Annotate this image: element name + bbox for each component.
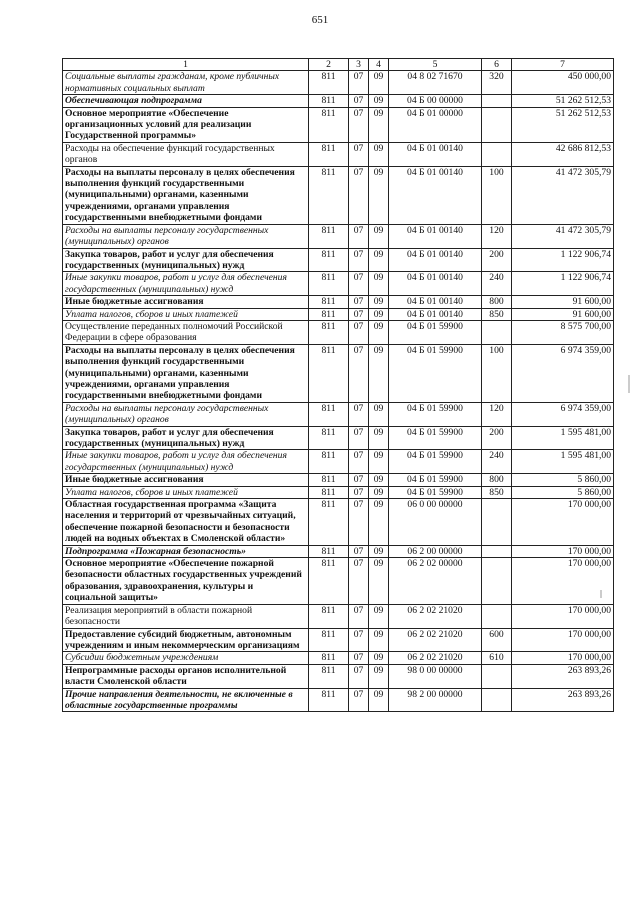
row-ved-cell: 811	[309, 166, 349, 224]
row-pr-cell: 09	[369, 402, 389, 426]
row-ved-cell: 811	[309, 224, 349, 248]
row-vr-cell	[482, 688, 512, 712]
row-ved-cell: 811	[309, 652, 349, 664]
row-name-cell: Обеспечивающая подпрограмма	[63, 95, 309, 107]
row-vr-cell	[482, 545, 512, 557]
row-ved-cell: 811	[309, 450, 349, 474]
row-ved-cell: 811	[309, 344, 349, 402]
header-col-7: 7	[512, 59, 614, 71]
row-name-cell: Расходы на выплаты персоналу в целях обеспечения выполнения функций государственными (муниципальными) органами, казенными учреждениями, органами управления государственными внебюджетными фондами	[63, 166, 309, 224]
row-name-cell: Основное мероприятие «Обеспечение организационных условий для реализации Государственной программы»	[63, 107, 309, 142]
row-pr-cell: 09	[369, 664, 389, 688]
row-csr-cell: 06 2 02 21020	[389, 652, 482, 664]
row-vr-cell: 320	[482, 71, 512, 95]
table-row	[63, 652, 614, 664]
row-vr-cell	[482, 558, 512, 605]
row-pr-cell: 09	[369, 224, 389, 248]
row-sum-cell: 170 000,00	[512, 558, 614, 605]
budget-table-body	[63, 71, 614, 712]
budget-table	[62, 58, 614, 712]
row-rz-cell: 07	[349, 628, 369, 652]
row-name-cell: Основное мероприятие «Обеспечение пожарной безопасности областных государственных учреждений образования, здравоохранения, культуры и социальной защиты»	[63, 558, 309, 605]
row-sum-cell: 170 000,00	[512, 628, 614, 652]
row-rz-cell: 07	[349, 71, 369, 95]
row-csr-cell: 04 Б 01 59900	[389, 426, 482, 450]
row-vr-cell: 100	[482, 344, 512, 402]
header-col-4: 4	[369, 59, 389, 71]
table-row	[63, 224, 614, 248]
row-ved-cell: 811	[309, 248, 349, 272]
table-row	[63, 474, 614, 486]
scan-mark	[628, 375, 630, 393]
row-vr-cell	[482, 499, 512, 546]
table-row	[63, 402, 614, 426]
row-ved-cell: 811	[309, 474, 349, 486]
row-sum-cell: 263 893,26	[512, 688, 614, 712]
row-name-cell: Непрограммные расходы органов исполнительной власти Смоленской области	[63, 664, 309, 688]
row-ved-cell: 811	[309, 545, 349, 557]
row-vr-cell	[482, 664, 512, 688]
row-name-cell: Уплата налогов, сборов и иных платежей	[63, 308, 309, 320]
row-vr-cell: 600	[482, 628, 512, 652]
row-csr-cell: 06 2 02 21020	[389, 628, 482, 652]
row-sum-cell: 1 122 906,74	[512, 272, 614, 296]
row-csr-cell: 04 Б 01 59900	[389, 474, 482, 486]
row-rz-cell: 07	[349, 450, 369, 474]
row-ved-cell: 811	[309, 296, 349, 308]
table-row	[63, 688, 614, 712]
row-csr-cell: 04 Б 00 00000	[389, 95, 482, 107]
row-csr-cell: 06 2 02 00000	[389, 558, 482, 605]
row-name-cell: Субсидии бюджетным учреждениям	[63, 652, 309, 664]
row-rz-cell: 07	[349, 426, 369, 450]
row-pr-cell: 09	[369, 486, 389, 498]
row-ved-cell: 811	[309, 142, 349, 166]
row-pr-cell: 09	[369, 296, 389, 308]
header-col-3: 3	[349, 59, 369, 71]
row-rz-cell: 07	[349, 545, 369, 557]
table-row	[63, 248, 614, 272]
row-pr-cell: 09	[369, 95, 389, 107]
row-vr-cell	[482, 107, 512, 142]
row-csr-cell: 98 2 00 00000	[389, 688, 482, 712]
row-csr-cell: 04 Б 01 00000	[389, 107, 482, 142]
table-row	[63, 107, 614, 142]
row-sum-cell: 1 595 481,00	[512, 450, 614, 474]
row-name-cell: Расходы на выплаты персоналу государственных (муниципальных) органов	[63, 402, 309, 426]
row-pr-cell: 09	[369, 628, 389, 652]
row-vr-cell	[482, 604, 512, 628]
table-row	[63, 296, 614, 308]
table-row	[63, 426, 614, 450]
row-csr-cell: 04 Б 01 00140	[389, 308, 482, 320]
row-pr-cell: 09	[369, 107, 389, 142]
row-pr-cell: 09	[369, 166, 389, 224]
row-sum-cell: 91 600,00	[512, 308, 614, 320]
row-csr-cell: 04 Б 01 00140	[389, 296, 482, 308]
row-ved-cell: 811	[309, 499, 349, 546]
row-rz-cell: 07	[349, 402, 369, 426]
row-ved-cell: 811	[309, 320, 349, 344]
row-vr-cell: 120	[482, 224, 512, 248]
row-pr-cell: 09	[369, 604, 389, 628]
row-csr-cell: 98 0 00 00000	[389, 664, 482, 688]
row-vr-cell: 100	[482, 166, 512, 224]
row-csr-cell: 04 8 02 71670	[389, 71, 482, 95]
row-vr-cell	[482, 320, 512, 344]
table-row	[63, 499, 614, 546]
row-rz-cell: 07	[349, 664, 369, 688]
row-vr-cell: 850	[482, 486, 512, 498]
row-vr-cell: 800	[482, 296, 512, 308]
row-sum-cell: 8 575 700,00	[512, 320, 614, 344]
row-name-cell: Уплата налогов, сборов и иных платежей	[63, 486, 309, 498]
row-rz-cell: 07	[349, 688, 369, 712]
row-csr-cell: 04 Б 01 00140	[389, 248, 482, 272]
row-sum-cell: 263 893,26	[512, 664, 614, 688]
row-csr-cell: 04 Б 01 00140	[389, 166, 482, 224]
row-vr-cell: 800	[482, 474, 512, 486]
row-vr-cell	[482, 142, 512, 166]
row-rz-cell: 07	[349, 166, 369, 224]
row-pr-cell: 09	[369, 545, 389, 557]
row-name-cell: Иные закупки товаров, работ и услуг для обеспечения государственных (муниципальных) нужд	[63, 272, 309, 296]
row-name-cell: Реализация мероприятий в области пожарной безопасности	[63, 604, 309, 628]
row-ved-cell: 811	[309, 628, 349, 652]
row-ved-cell: 811	[309, 107, 349, 142]
row-csr-cell: 04 Б 01 59900	[389, 450, 482, 474]
table-row	[63, 628, 614, 652]
row-csr-cell: 04 Б 01 59900	[389, 320, 482, 344]
row-ved-cell: 811	[309, 71, 349, 95]
row-rz-cell: 07	[349, 474, 369, 486]
row-name-cell: Прочие направления деятельности, не включенные в областные государственные программы	[63, 688, 309, 712]
row-rz-cell: 07	[349, 224, 369, 248]
row-sum-cell: 51 262 512,53	[512, 107, 614, 142]
row-sum-cell: 170 000,00	[512, 604, 614, 628]
row-rz-cell: 07	[349, 558, 369, 605]
row-pr-cell: 09	[369, 474, 389, 486]
row-name-cell: Закупка товаров, работ и услуг для обеспечения государственных (муниципальных) нужд	[63, 248, 309, 272]
row-ved-cell: 811	[309, 688, 349, 712]
row-rz-cell: 07	[349, 486, 369, 498]
row-name-cell: Закупка товаров, работ и услуг для обеспечения государственных (муниципальных) нужд	[63, 426, 309, 450]
table-row	[63, 486, 614, 498]
row-csr-cell: 06 2 02 21020	[389, 604, 482, 628]
row-name-cell: Осуществление переданных полномочий Российской Федерации в сфере образования	[63, 320, 309, 344]
row-rz-cell: 07	[349, 652, 369, 664]
row-pr-cell: 09	[369, 248, 389, 272]
row-name-cell: Иные бюджетные ассигнования	[63, 474, 309, 486]
row-csr-cell: 04 Б 01 59900	[389, 344, 482, 402]
row-name-cell: Подпрограмма «Пожарная безопасность»	[63, 545, 309, 557]
header-col-1: 1	[63, 59, 309, 71]
row-pr-cell: 09	[369, 142, 389, 166]
row-pr-cell: 09	[369, 272, 389, 296]
row-pr-cell: 09	[369, 652, 389, 664]
table-row	[63, 272, 614, 296]
row-vr-cell: 610	[482, 652, 512, 664]
row-sum-cell: 5 860,00	[512, 474, 614, 486]
row-sum-cell: 170 000,00	[512, 499, 614, 546]
row-csr-cell: 04 Б 01 59900	[389, 486, 482, 498]
row-csr-cell: 04 Б 01 00140	[389, 142, 482, 166]
row-sum-cell: 1 122 906,74	[512, 248, 614, 272]
row-name-cell: Расходы на выплаты персоналу в целях обеспечения выполнения функций государственными (муниципальными) органами, казенными учреждениями, органами управления государственными внебюджетными фондами	[63, 344, 309, 402]
row-rz-cell: 07	[349, 499, 369, 546]
row-ved-cell: 811	[309, 486, 349, 498]
row-sum-cell: 42 686 812,53	[512, 142, 614, 166]
table-row	[63, 545, 614, 557]
row-pr-cell: 09	[369, 426, 389, 450]
row-pr-cell: 09	[369, 688, 389, 712]
table-row	[63, 664, 614, 688]
row-pr-cell: 09	[369, 499, 389, 546]
row-vr-cell: 200	[482, 248, 512, 272]
row-rz-cell: 07	[349, 344, 369, 402]
table-row	[63, 166, 614, 224]
table-row	[63, 604, 614, 628]
table-row	[63, 95, 614, 107]
row-rz-cell: 07	[349, 272, 369, 296]
table-row	[63, 320, 614, 344]
row-pr-cell: 09	[369, 558, 389, 605]
row-rz-cell: 07	[349, 95, 369, 107]
row-rz-cell: 07	[349, 107, 369, 142]
row-rz-cell: 07	[349, 248, 369, 272]
row-name-cell: Социальные выплаты гражданам, кроме публичных нормативных социальных выплат	[63, 71, 309, 95]
row-pr-cell: 09	[369, 344, 389, 402]
row-ved-cell: 811	[309, 272, 349, 296]
row-vr-cell: 240	[482, 450, 512, 474]
table-row	[63, 308, 614, 320]
row-vr-cell: 240	[482, 272, 512, 296]
row-rz-cell: 07	[349, 308, 369, 320]
row-ved-cell: 811	[309, 558, 349, 605]
row-name-cell: Предоставление субсидий бюджетным, автономным учреждениям и иным некоммерческим организациям	[63, 628, 309, 652]
row-csr-cell: 04 Б 01 00140	[389, 224, 482, 248]
table-header-row	[63, 59, 614, 71]
row-name-cell: Расходы на выплаты персоналу государственных (муниципальных) органов	[63, 224, 309, 248]
row-name-cell: Расходы на обеспечение функций государственных органов	[63, 142, 309, 166]
row-sum-cell: 170 000,00	[512, 545, 614, 557]
row-name-cell: Иные закупки товаров, работ и услуг для обеспечения государственных (муниципальных) нужд	[63, 450, 309, 474]
row-ved-cell: 811	[309, 664, 349, 688]
row-vr-cell: 120	[482, 402, 512, 426]
row-name-cell: Иные бюджетные ассигнования	[63, 296, 309, 308]
row-vr-cell: 200	[482, 426, 512, 450]
row-pr-cell: 09	[369, 308, 389, 320]
row-sum-cell: 41 472 305,79	[512, 224, 614, 248]
row-csr-cell: 04 Б 01 00140	[389, 272, 482, 296]
row-pr-cell: 09	[369, 320, 389, 344]
row-ved-cell: 811	[309, 604, 349, 628]
table-row	[63, 344, 614, 402]
row-pr-cell: 09	[369, 71, 389, 95]
header-col-2: 2	[309, 59, 349, 71]
row-rz-cell: 07	[349, 604, 369, 628]
row-sum-cell: 450 000,00	[512, 71, 614, 95]
page-number: 651	[311, 14, 329, 26]
scan-mark	[600, 590, 602, 598]
row-sum-cell: 6 974 359,00	[512, 402, 614, 426]
table-row	[63, 558, 614, 605]
row-pr-cell: 09	[369, 450, 389, 474]
row-sum-cell: 170 000,00	[512, 652, 614, 664]
row-csr-cell: 06 0 00 00000	[389, 499, 482, 546]
row-ved-cell: 811	[309, 308, 349, 320]
table-row	[63, 450, 614, 474]
row-vr-cell	[482, 95, 512, 107]
table-row	[63, 71, 614, 95]
table-row	[63, 142, 614, 166]
row-sum-cell: 6 974 359,00	[512, 344, 614, 402]
row-ved-cell: 811	[309, 95, 349, 107]
header-col-5: 5	[389, 59, 482, 71]
row-sum-cell: 1 595 481,00	[512, 426, 614, 450]
row-sum-cell: 41 472 305,79	[512, 166, 614, 224]
row-ved-cell: 811	[309, 402, 349, 426]
row-sum-cell: 51 262 512,53	[512, 95, 614, 107]
row-ved-cell: 811	[309, 426, 349, 450]
row-sum-cell: 91 600,00	[512, 296, 614, 308]
row-rz-cell: 07	[349, 320, 369, 344]
row-csr-cell: 04 Б 01 59900	[389, 402, 482, 426]
row-vr-cell: 850	[482, 308, 512, 320]
row-sum-cell: 5 860,00	[512, 486, 614, 498]
row-csr-cell: 06 2 00 00000	[389, 545, 482, 557]
header-col-6: 6	[482, 59, 512, 71]
row-rz-cell: 07	[349, 142, 369, 166]
row-name-cell: Областная государственная программа «Защита населения и территорий от чрезвычайных ситуаций, обеспечение пожарной безопасности и безопасности людей на водных объектах в Смоленской области»	[63, 499, 309, 546]
row-rz-cell: 07	[349, 296, 369, 308]
